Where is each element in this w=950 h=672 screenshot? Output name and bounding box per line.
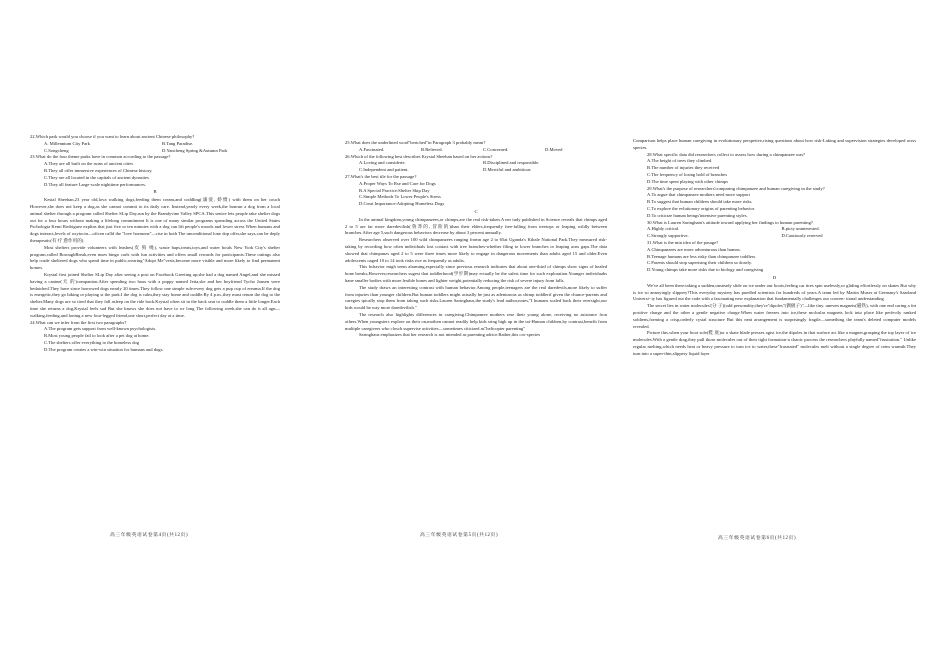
option: C.Strongly supportive.: [647, 233, 689, 239]
section-heading-c: C: [474, 208, 478, 214]
option: D.The time spent playing with other chimps: [647, 178, 729, 184]
option: B.They all offer immersive experiences of Chinese history.: [44, 167, 153, 173]
question-22-options-row2: [30, 148, 280, 155]
option: C.Simple Methods To Lower People's Stress: [359, 194, 441, 200]
question-28: 28.What specific data did researchers collect to assess how during a chimpanzee was?: [647, 151, 806, 157]
option: D.Moved: [545, 146, 563, 152]
option: A.The program gets support from well-known psychologists.: [44, 326, 157, 332]
option: B.Most young people fail to look after a pet dog at home.: [44, 333, 150, 339]
passage-paragraph: Kestal Sheehan,23 year old,lova walking dogs,feeding them cream,and coddling(溺爱, 娇惯) with them on her couch However,she does not keep a dog,as she cannot commit to its daily care. Instead,yearly every week,the bonrun a dog from a local animal shelter through a program called Shelter SLip Day,run by the Brandyvine Valley SPCA.This senice lets people take shelter dogs out for a four hours without making a lifelong commitment It is one of many similar programs spreading across the United States Pschologia Kemi Rodriguez explins that just five or ten minutes with a dog can lift people's moods and lower stress When humans and dogs interact,levels of oxytocin—oficen calld the "love hormone"—rise in both The unconditional lone dop offer,she says,can be deply therapeutic(有 疗 愈作用的).: [30, 197, 280, 243]
passage-paragraph: This bchavior migh seem alarming,especially since previous research indicates that about one-third of chimps show signs of healed bone breaks,However,researchers sugest that toddlerhood(学步期)may ectually be the safest time for such exploration.Younger individuabs hane smaller bodies with more lexible bones and lighter weight,potentially reducing the risk of severe injury from falls.: [345, 264, 607, 283]
question-25-options: [345, 147, 607, 154]
passage-paragraph: The study draws an interesting contrast with human behavior.Among people,teenagers are the real daredevils,more likely to suffer from injuries than younger children.But human toddlers might actually be just as adenturous as chimp toddlerif given the chunce-parents and caregies tpically stop them from taking such risks.Lauren Saringhaus,the study's lead author,notes,"I humans scaled back their oversight,our kids would be way more daredevilish.": [345, 284, 607, 311]
question-30: 30.What is Lauren Saringham's attitude toward applying her findings to human parenting?: [647, 219, 813, 225]
option: D.Cautiously reserved: [781, 233, 823, 239]
question-23: 23.What do the four theme parks have in common according to the passage?: [30, 154, 171, 160]
passage-paragraph: Saringhaus emphasizes that her research is not intended as parenting adrice.Rather,this cro-species: [359, 332, 541, 338]
option: D.Creat Importance:Adopting Homeless Dogs: [359, 201, 445, 207]
option: A.To argue that chimpanzee mothers need more support: [647, 192, 750, 198]
option: D.The program creates a win-win situation for humans and dogs.: [44, 346, 164, 352]
option: A.Proper Ways To Rse and Care for Dogs: [359, 180, 436, 186]
page-5-footer: 高三年级英语试卷第5页(共12页): [420, 533, 499, 538]
option: B.picty uninterested.: [781, 226, 820, 232]
page-6-column: [633, 138, 916, 358]
option: C.Parents should stop supertsing their children so dosely.: [647, 260, 752, 266]
question-29: 29.What's the purpose of researchers'comparing chimpanzee and human caregiving in the study?: [647, 185, 825, 191]
question-31: 31.What is the min idea of the pasage?: [647, 239, 719, 245]
page-5-column: [345, 140, 607, 339]
question-26-options-row1: [345, 160, 607, 167]
question-25: 25.What does the underlined word"bertched"in Paragraph 3 probably mean?: [345, 140, 486, 145]
passage-paragraph: Krystal first joined Shelter SLip Day after seeing a post on Facebook Greeting up,she had a dog named Angel,and she missed having a canine(犬 的)companion.After spending two hous with a poppy named Jetta,she and her boyfriend Tycho Jansen were bedatched.They have since horrowed dogs nearly 20 times.They follow one simple rule:every dog gets a pup cup of ereama.If the dog is energetic,they go hiking or playing st the park.I the dog is calm,they stay home and cuddle.By 4 p.m.,they must return the dog to the shelter.Many dogs are so tired that they fall asleep on the ride back.Krystal often sit in the back seat to cuddle them a little longer.Each time she returns a dog,Krystal feels sad But she knows she does not have to wr long The following week,she can do it all agn—walking,feeding,and loning a new four-legged friend,one short,perfect day at a time.: [30, 271, 280, 318]
option: A.Chimpanzees are more adventurous than humns.: [647, 246, 741, 252]
option: B.To suggest that human children should take more risks.: [647, 199, 753, 205]
question-22: 22.Which park would you choose if you want to learn about ancient Chinese philosophy?: [30, 134, 195, 139]
passage-paragraph: Researchers observed over 100 wild chimpanzees ranging fromn age 2 to 65at Uganda's Kibale National Park.They measured risk-taking by recording how often individuals lost contact with tree branches-whether filing to lower branches or leaping acns gaps.The data showed that chimpanzs aged 2 to 5 were three times more likely to engage in dangerous movements than adults aged 15 and older.Even adolescents oaged 10 to 14 took risks rice as frequently as adults.: [345, 237, 607, 263]
option: D.Merciful and ambitious: [483, 167, 531, 173]
option: D.Yancheng Spring &Autumn Park: [162, 147, 228, 153]
passage-paragraph: We've all been there:taking a sudden,unsteady slide on ice under our boots,feeling car tires spin uselessly,or gliding effortlessly on skates But why is ice so annoyingly slippery?This everyday mystery has puedled scientists for hundreds of years.A team led by Martin Muser at Germany's Saarland Universi- ty has figured out the code with a fascinating new explanation that fundamentally challenges our conven- tional understanding: [633, 282, 916, 302]
question-30-options-row2: [633, 233, 916, 240]
option: C.They are all located in the capitals of ancient dynasties: [44, 174, 149, 180]
page-4-column: [30, 134, 280, 354]
section-heading-d: D: [772, 274, 777, 280]
page-6-footer: 高三年级英语试卷第6页(共12页): [718, 536, 797, 541]
question-26: 26.Which of the following best describes Krystal Sheehan based on her actions?: [345, 153, 493, 159]
passage-paragraph: Picture this,when your boot sole(鞋 底)or a skate blade presses agist ice,the dipoles in that surface act like a magnet,grasping the top layer of ice molecules.With a gentle drag,they pull those molecules out of their tight formation-a chaoic process the researchers playfully named"frustration." Unlike regular melting,which needs heat or heavy pressure to turn ice to water,these"frustrated" molecules melt without a single degree of cetm warmth.They turn into a super-thin,slippery liquid layer: [633, 330, 916, 356]
passage-paragraph: The research also highlights differences in caregiving.Chimpanree mothers rese their young alone, receiving no asisiance fron others.When youngsters explore on their on,mothen cannot readily help kids sring high up in the tai-Human children,by contrast,benefit from multiple caregivers who closch supervise activities—sometimes citicized as"helicopter parenting": [345, 311, 607, 331]
question-27: 27.What's the best tile for the passage?: [345, 173, 417, 179]
option: D.To criticize human beings'intensive parenting styles.: [647, 212, 748, 218]
passage-paragraph: The secret lies in water molecules'(分 子)(odd personality;they're"dipoles"(偶极子)"—like tiny. uneven magnets(磁铁), with one end caring a fnt positive charge and the other a gentle negative charge.When water freezes into ice,these molcular magnets lock into place like perfectly ranked soldiens,forming a crisp,orderly cystal structure But this neat arrangement is surprisingly fragile—something the team's deleted computer models revealed.: [633, 303, 916, 329]
option: B.Teenage humans are less risky than chimpanzee toddlers.: [647, 253, 757, 259]
option: C.Songcheng: [44, 147, 69, 153]
option: B.Disciplined and responsible.: [483, 160, 540, 166]
option: A.Loving and considerte.: [359, 160, 406, 166]
option: C.To explore the evlutionary origins of parenting behavior: [647, 205, 755, 211]
page-4-footer: 高三年级英语试卷第4页(共12页): [110, 533, 189, 538]
option: C.The shelters offer everything to the homeless dog: [44, 339, 140, 345]
option: C.Concerned.: [483, 146, 509, 152]
option: B.Tang Paradise.: [162, 140, 194, 146]
option: B.Relieved.: [421, 146, 443, 152]
question-26-options-row2: [345, 167, 607, 174]
option: A.Highly critical.: [647, 226, 680, 232]
passage-paragraph: In the animal kingdom,young chimpanzees,or chimps,are the real risk-taken.A ner tudy published in Science reveals that chimps aged 2 to 5 are far more daredevilish(鲁莽的, 冒险的)than their elders,frequently free-falling from treetops or leaping wildly between branches.After age 5,such dangerous behaviors decrease by about 3 percent annually.: [345, 216, 607, 236]
option: D.They all feature Large-scale nighttime performances.: [44, 181, 147, 187]
section-heading-b: B: [153, 189, 157, 195]
option: B.The number of injuries they received: [647, 165, 720, 171]
option: B.A Special Practice:Shelter Skip Day: [359, 187, 430, 193]
option: D.Young chimps take more risks due to biology and caregiving: [647, 267, 764, 273]
question-30-options-row1: [633, 226, 916, 233]
passage-paragraph: Most shelters provide volunteers with leashes(皮 狗 绳), waste baps,treats,toys,and water bouls New York City's shelter program,called BoroughBreak,even mses bingo carls with fun activities and offers small rewards for participants.These outings also help crude sheltered dogs who spend time in public,wearing"Adopt Me"vests,become more visible and more likely to find permanent homes.: [30, 244, 280, 271]
question-24: 24.What can we infer from the first two paragraphs?: [30, 319, 127, 325]
option: C.The frequency of losing hold of branches: [647, 171, 727, 177]
question-22-options-row1: [30, 141, 280, 148]
option: A.Fascinated.: [359, 146, 385, 152]
passage-continued: Comparison helps place human caregiving in evolutionary perspetive,rising questions about how risk-Laking and supervision strategies developed acrss species.: [633, 138, 916, 150]
option: A. Millennium City Park: [44, 140, 90, 146]
option: C.Independent and patient.: [359, 167, 409, 173]
option: A.They are all built on the ruins of ancient cities: [44, 161, 134, 167]
option: A.The beight of trees they climbed.: [647, 158, 713, 164]
